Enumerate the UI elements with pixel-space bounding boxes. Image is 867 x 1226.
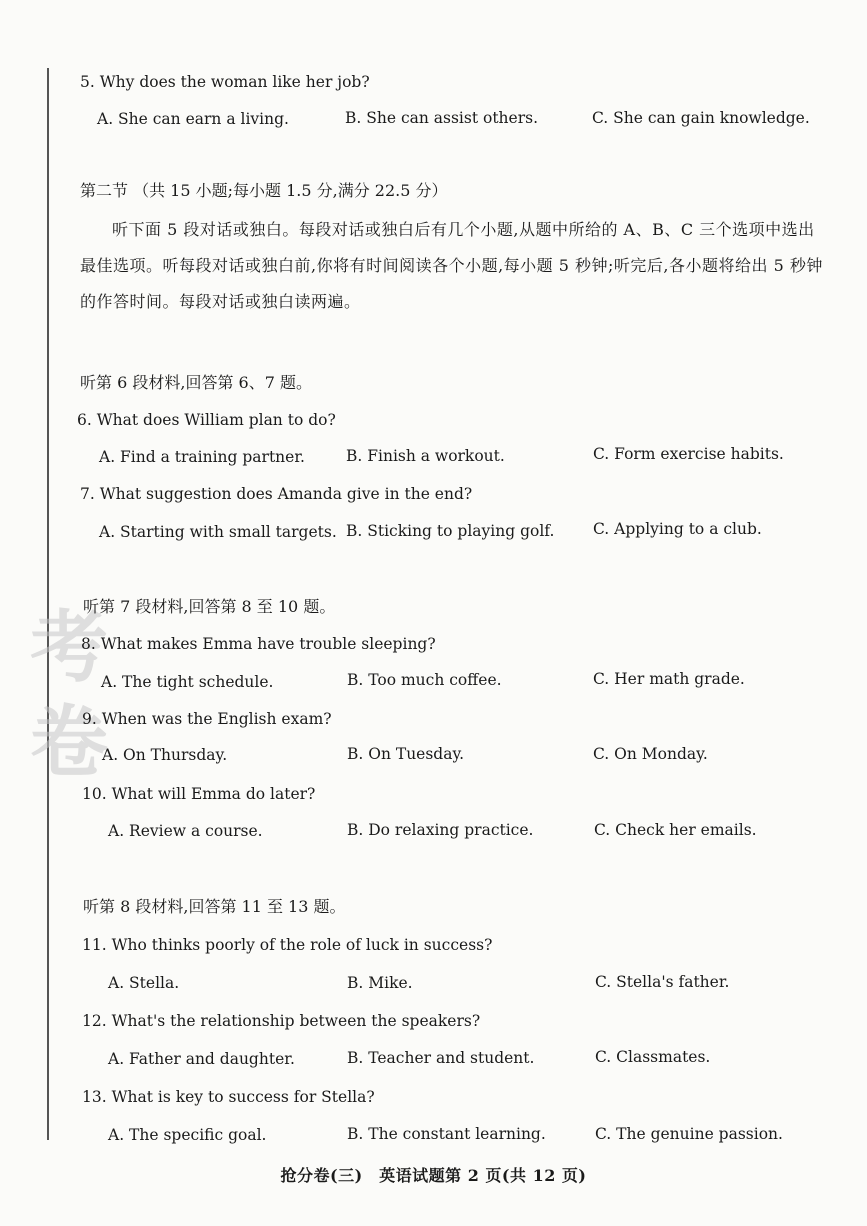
question-12: 12. What's the relationship between the speakers?: [82, 1012, 481, 1030]
group-7-intro: 听第 7 段材料,回答第 8 至 10 题。: [83, 597, 336, 616]
q10-option-b: B. Do relaxing practice.: [347, 821, 534, 839]
q12-option-c: C. Classmates.: [595, 1048, 711, 1066]
q6-option-a: A. Find a training partner.: [99, 448, 305, 466]
q10-option-c: C. Check her emails.: [594, 821, 757, 839]
q7-option-c: C. Applying to a club.: [593, 520, 762, 538]
q9-option-c: C. On Monday.: [593, 745, 708, 763]
q12-option-a: A. Father and daughter.: [108, 1050, 295, 1068]
question-11: 11. Who thinks poorly of the role of luck in success?: [82, 936, 493, 954]
q13-option-b: B. The constant learning.: [347, 1125, 546, 1143]
q12-option-b: B. Teacher and student.: [347, 1049, 535, 1067]
page-footer: 抢分卷(三) 英语试题第 2 页(共 12 页): [280, 1166, 587, 1185]
q6-option-c: C. Form exercise habits.: [593, 445, 784, 463]
q13-option-c: C. The genuine passion.: [595, 1125, 783, 1143]
q11-option-a: A. Stella.: [108, 974, 180, 992]
q8-option-a: A. The tight schedule.: [101, 673, 274, 691]
q9-option-b: B. On Tuesday.: [347, 745, 465, 763]
section-instructions: 听下面 5 段对话或独白。每段对话或独白后有几个小题,从题中所给的 A、B、C 三个选项中选出最佳选项。听每段对话或独白前,你将有时间阅读各个小题,每小题 5 秒钟;听完后,各小题将给出 5 秒钟的作答时间。每段对话或独白读两遍。: [80, 220, 823, 311]
group-8-intro: 听第 8 段材料,回答第 11 至 13 题。: [83, 897, 346, 916]
q9-option-a: A. On Thursday.: [102, 746, 228, 764]
section-heading: 第二节 （共 15 小题;每小题 1.5 分,满分 22.5 分）: [80, 181, 448, 200]
question-5: 5. Why does the woman like her job?: [80, 73, 370, 91]
q5-option-a: A. She can earn a living.: [97, 110, 289, 128]
q8-option-b: B. Too much coffee.: [347, 671, 502, 689]
q11-option-b: B. Mike.: [347, 974, 413, 992]
q7-option-a: A. Starting with small targets.: [99, 523, 337, 541]
question-7: 7. What suggestion does Amanda give in the end?: [80, 485, 473, 503]
watermark-stamp: 考卷: [30, 602, 103, 788]
q8-option-c: C. Her math grade.: [593, 670, 745, 688]
question-9: 9. When was the English exam?: [82, 710, 332, 728]
question-10: 10. What will Emma do later?: [82, 785, 316, 803]
question-8: 8. What makes Emma have trouble sleeping?: [81, 635, 436, 653]
q10-option-a: A. Review a course.: [108, 822, 263, 840]
question-13: 13. What is key to success for Stella?: [82, 1088, 375, 1106]
q5-option-c: C. She can gain knowledge.: [592, 109, 810, 127]
q7-option-b: B. Sticking to playing golf.: [346, 522, 555, 540]
group-6-intro: 听第 6 段材料,回答第 6、7 题。: [80, 373, 312, 392]
question-6: 6. What does William plan to do?: [77, 411, 336, 429]
q13-option-a: A. The specific goal.: [108, 1126, 267, 1144]
q5-option-b: B. She can assist others.: [345, 109, 539, 127]
q6-option-b: B. Finish a workout.: [346, 447, 505, 465]
q11-option-c: C. Stella's father.: [595, 973, 730, 991]
